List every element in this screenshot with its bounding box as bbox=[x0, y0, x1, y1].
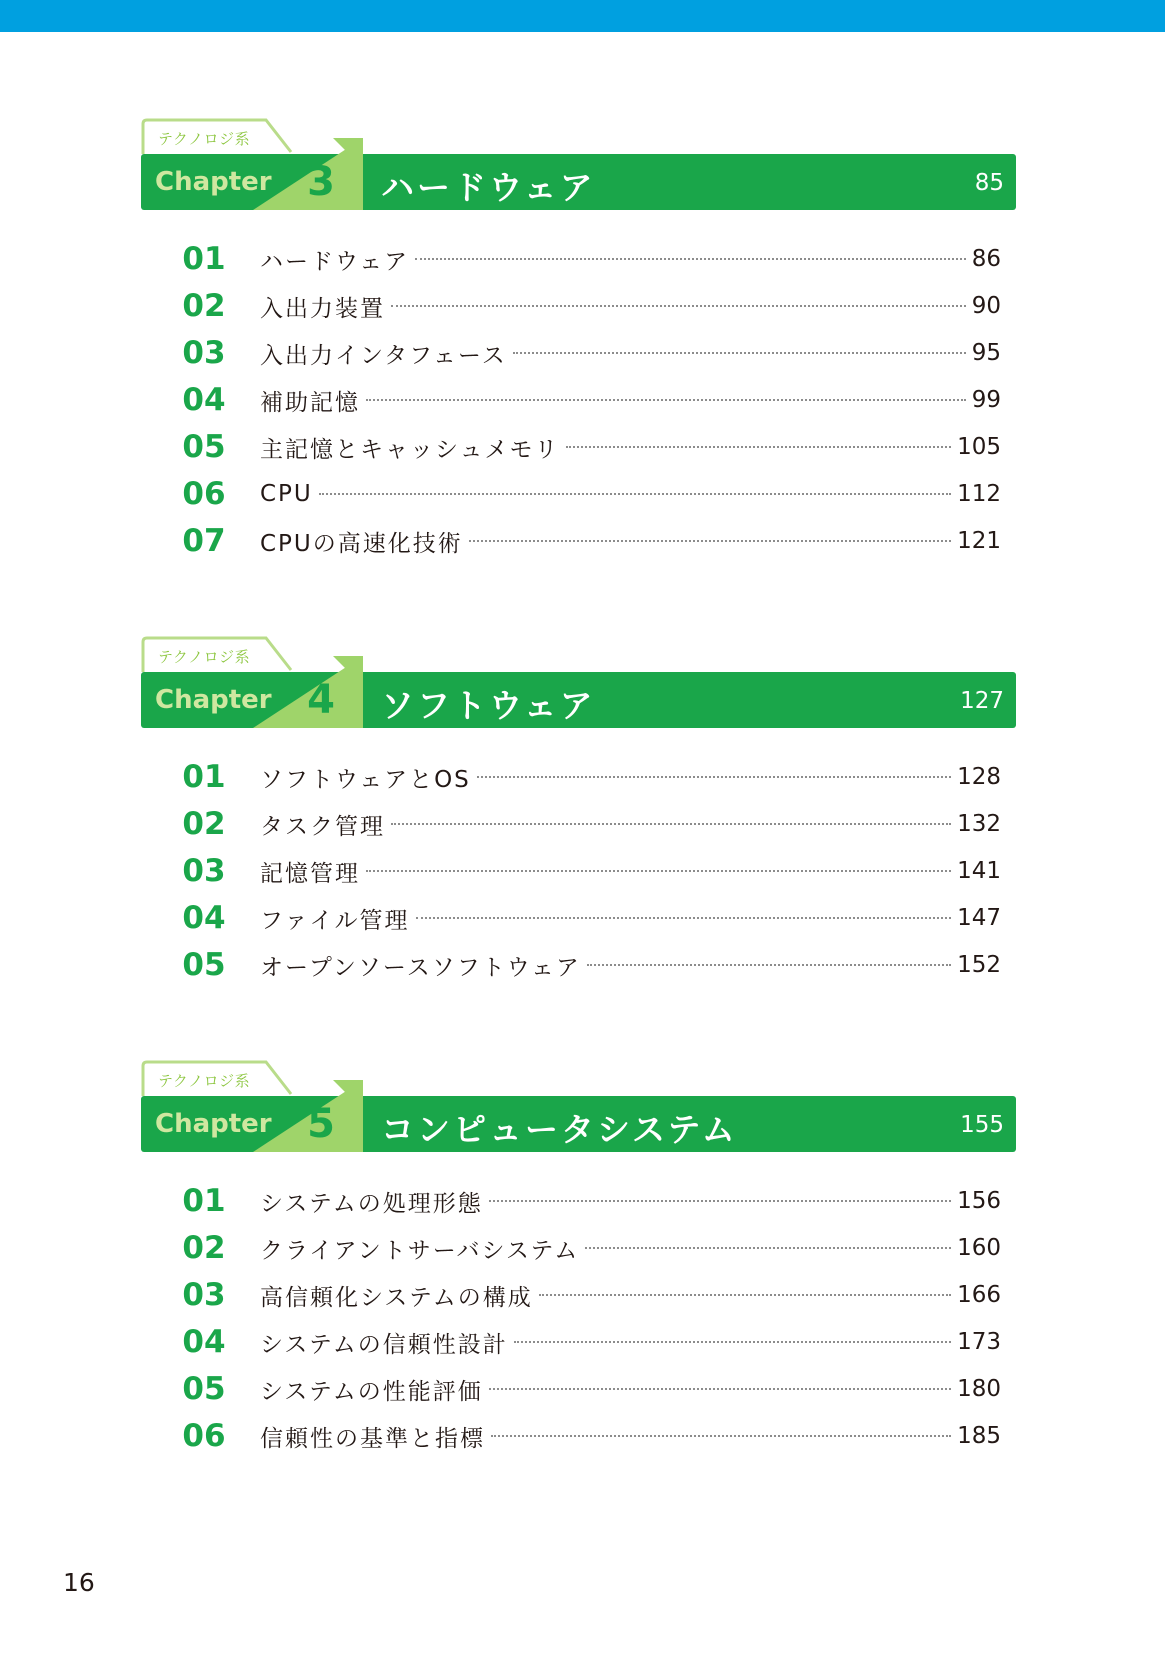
dot-leader bbox=[391, 823, 951, 825]
chapter-title: ソフトウェア bbox=[381, 686, 596, 725]
entry-title: CPUの高速化技術 bbox=[260, 530, 463, 557]
entry-page-number: 141 bbox=[957, 858, 1001, 884]
entry-title: 補助記憶 bbox=[260, 389, 360, 416]
toc-entry[interactable] bbox=[181, 521, 1001, 561]
dot-leader bbox=[585, 1247, 951, 1249]
entry-title: タスク管理 bbox=[260, 813, 385, 840]
dot-leader bbox=[491, 1435, 951, 1437]
chapter-number: 4 bbox=[307, 677, 335, 723]
entry-page-number: 166 bbox=[957, 1282, 1001, 1308]
dot-leader bbox=[489, 1200, 951, 1202]
chapter-title: コンピュータシステム bbox=[381, 1110, 738, 1149]
entry-page-number: 185 bbox=[957, 1423, 1001, 1449]
toc-entry[interactable] bbox=[181, 286, 1001, 326]
entry-number: 05 bbox=[182, 947, 226, 983]
entry-number: 06 bbox=[182, 476, 226, 512]
entry-page-number: 132 bbox=[957, 811, 1001, 837]
entry-page-number: 173 bbox=[957, 1329, 1001, 1355]
entry-title: ソフトウェアとOS bbox=[260, 766, 471, 793]
toc-entry[interactable] bbox=[181, 333, 1001, 373]
category-label: テクノロジ系 bbox=[158, 130, 251, 148]
chapter-page-number: 155 bbox=[960, 1112, 1004, 1138]
dot-leader bbox=[469, 540, 951, 542]
entry-page-number: 99 bbox=[971, 387, 1001, 413]
entry-title: ファイル管理 bbox=[260, 907, 410, 934]
chapter-word: Chapter bbox=[155, 167, 272, 197]
dot-leader bbox=[391, 305, 966, 307]
entry-number: 05 bbox=[182, 1371, 226, 1407]
entry-title: システムの性能評価 bbox=[260, 1378, 483, 1405]
entry-page-number: 121 bbox=[957, 528, 1001, 554]
entry-title: 入出力インタフェース bbox=[260, 342, 507, 369]
entry-title: 入出力装置 bbox=[260, 295, 385, 322]
entry-title: 主記憶とキャッシュメモリ bbox=[260, 436, 560, 463]
entry-page-number: 86 bbox=[971, 246, 1001, 272]
toc-entry[interactable] bbox=[181, 1275, 1001, 1315]
entry-number: 04 bbox=[182, 900, 226, 936]
entry-number: 02 bbox=[182, 288, 226, 324]
toc-entry[interactable] bbox=[181, 1369, 1001, 1409]
dot-leader bbox=[319, 493, 951, 495]
toc-entry[interactable] bbox=[181, 757, 1001, 797]
entry-page-number: 180 bbox=[957, 1376, 1001, 1402]
dot-leader bbox=[366, 399, 966, 401]
entry-number: 01 bbox=[182, 759, 226, 795]
entry-page-number: 152 bbox=[957, 952, 1001, 978]
entry-number: 05 bbox=[182, 429, 226, 465]
entry-title: 信頼性の基準と指標 bbox=[260, 1425, 485, 1452]
chapter-word: Chapter bbox=[155, 685, 272, 715]
entry-number: 01 bbox=[182, 241, 226, 277]
toc-entry[interactable] bbox=[181, 851, 1001, 891]
entry-page-number: 160 bbox=[957, 1235, 1001, 1261]
toc-entry[interactable] bbox=[181, 380, 1001, 420]
entry-number: 07 bbox=[182, 523, 226, 559]
dot-leader bbox=[489, 1388, 951, 1390]
entry-number: 03 bbox=[182, 1277, 226, 1313]
dot-leader bbox=[539, 1294, 951, 1296]
toc-entry[interactable] bbox=[181, 945, 1001, 985]
entry-page-number: 147 bbox=[957, 905, 1001, 931]
chapter-title: ハードウェア bbox=[381, 168, 596, 207]
category-label: テクノロジ系 bbox=[158, 648, 251, 666]
dot-leader bbox=[566, 446, 952, 448]
entry-title: クライアントサーバシステム bbox=[260, 1237, 580, 1264]
entry-page-number: 112 bbox=[957, 481, 1001, 507]
entry-title: 記憶管理 bbox=[260, 860, 360, 887]
toc-entry[interactable] bbox=[181, 1322, 1001, 1362]
entry-number: 06 bbox=[182, 1418, 226, 1454]
entry-number: 04 bbox=[182, 1324, 226, 1360]
top-color-bar bbox=[0, 0, 1165, 32]
entry-page-number: 105 bbox=[957, 434, 1001, 460]
toc-entry[interactable] bbox=[181, 804, 1001, 844]
dot-leader bbox=[587, 964, 951, 966]
entry-page-number: 90 bbox=[971, 293, 1001, 319]
entry-number: 04 bbox=[182, 382, 226, 418]
entry-number: 03 bbox=[182, 335, 226, 371]
entry-number: 02 bbox=[182, 1230, 226, 1266]
page-number: 16 bbox=[63, 1568, 95, 1597]
entry-page-number: 95 bbox=[971, 340, 1001, 366]
toc-entry[interactable] bbox=[181, 239, 1001, 279]
toc-entry[interactable] bbox=[181, 427, 1001, 467]
chapter-page-number: 85 bbox=[974, 170, 1004, 196]
entry-title: ハードウェア bbox=[260, 248, 410, 275]
entry-title: オープンソースソフトウェア bbox=[260, 954, 581, 981]
dot-leader bbox=[513, 352, 966, 354]
toc-entry[interactable] bbox=[181, 1416, 1001, 1456]
toc-entry[interactable] bbox=[181, 1228, 1001, 1268]
entry-number: 01 bbox=[182, 1183, 226, 1219]
chapter-word: Chapter bbox=[155, 1109, 272, 1139]
category-label: テクノロジ系 bbox=[158, 1072, 251, 1090]
dot-leader bbox=[514, 1341, 951, 1343]
dot-leader bbox=[366, 870, 951, 872]
dot-leader bbox=[477, 776, 951, 778]
dot-leader bbox=[415, 258, 966, 260]
entry-page-number: 156 bbox=[957, 1188, 1001, 1214]
chapter-number: 3 bbox=[307, 159, 335, 205]
toc-entry[interactable] bbox=[181, 898, 1001, 938]
entry-number: 03 bbox=[182, 853, 226, 889]
chapter-page-number: 127 bbox=[960, 688, 1004, 714]
toc-entry[interactable] bbox=[181, 474, 1001, 514]
entry-number: 02 bbox=[182, 806, 226, 842]
entry-title: 高信頼化システムの構成 bbox=[260, 1284, 533, 1311]
dot-leader bbox=[416, 917, 952, 919]
entry-page-number: 128 bbox=[957, 764, 1001, 790]
chapter-number: 5 bbox=[307, 1101, 335, 1147]
toc-entry[interactable] bbox=[181, 1181, 1001, 1221]
entry-title: CPU bbox=[260, 481, 313, 507]
entry-title: システムの信頼性設計 bbox=[260, 1331, 508, 1358]
entry-title: システムの処理形態 bbox=[260, 1190, 483, 1217]
